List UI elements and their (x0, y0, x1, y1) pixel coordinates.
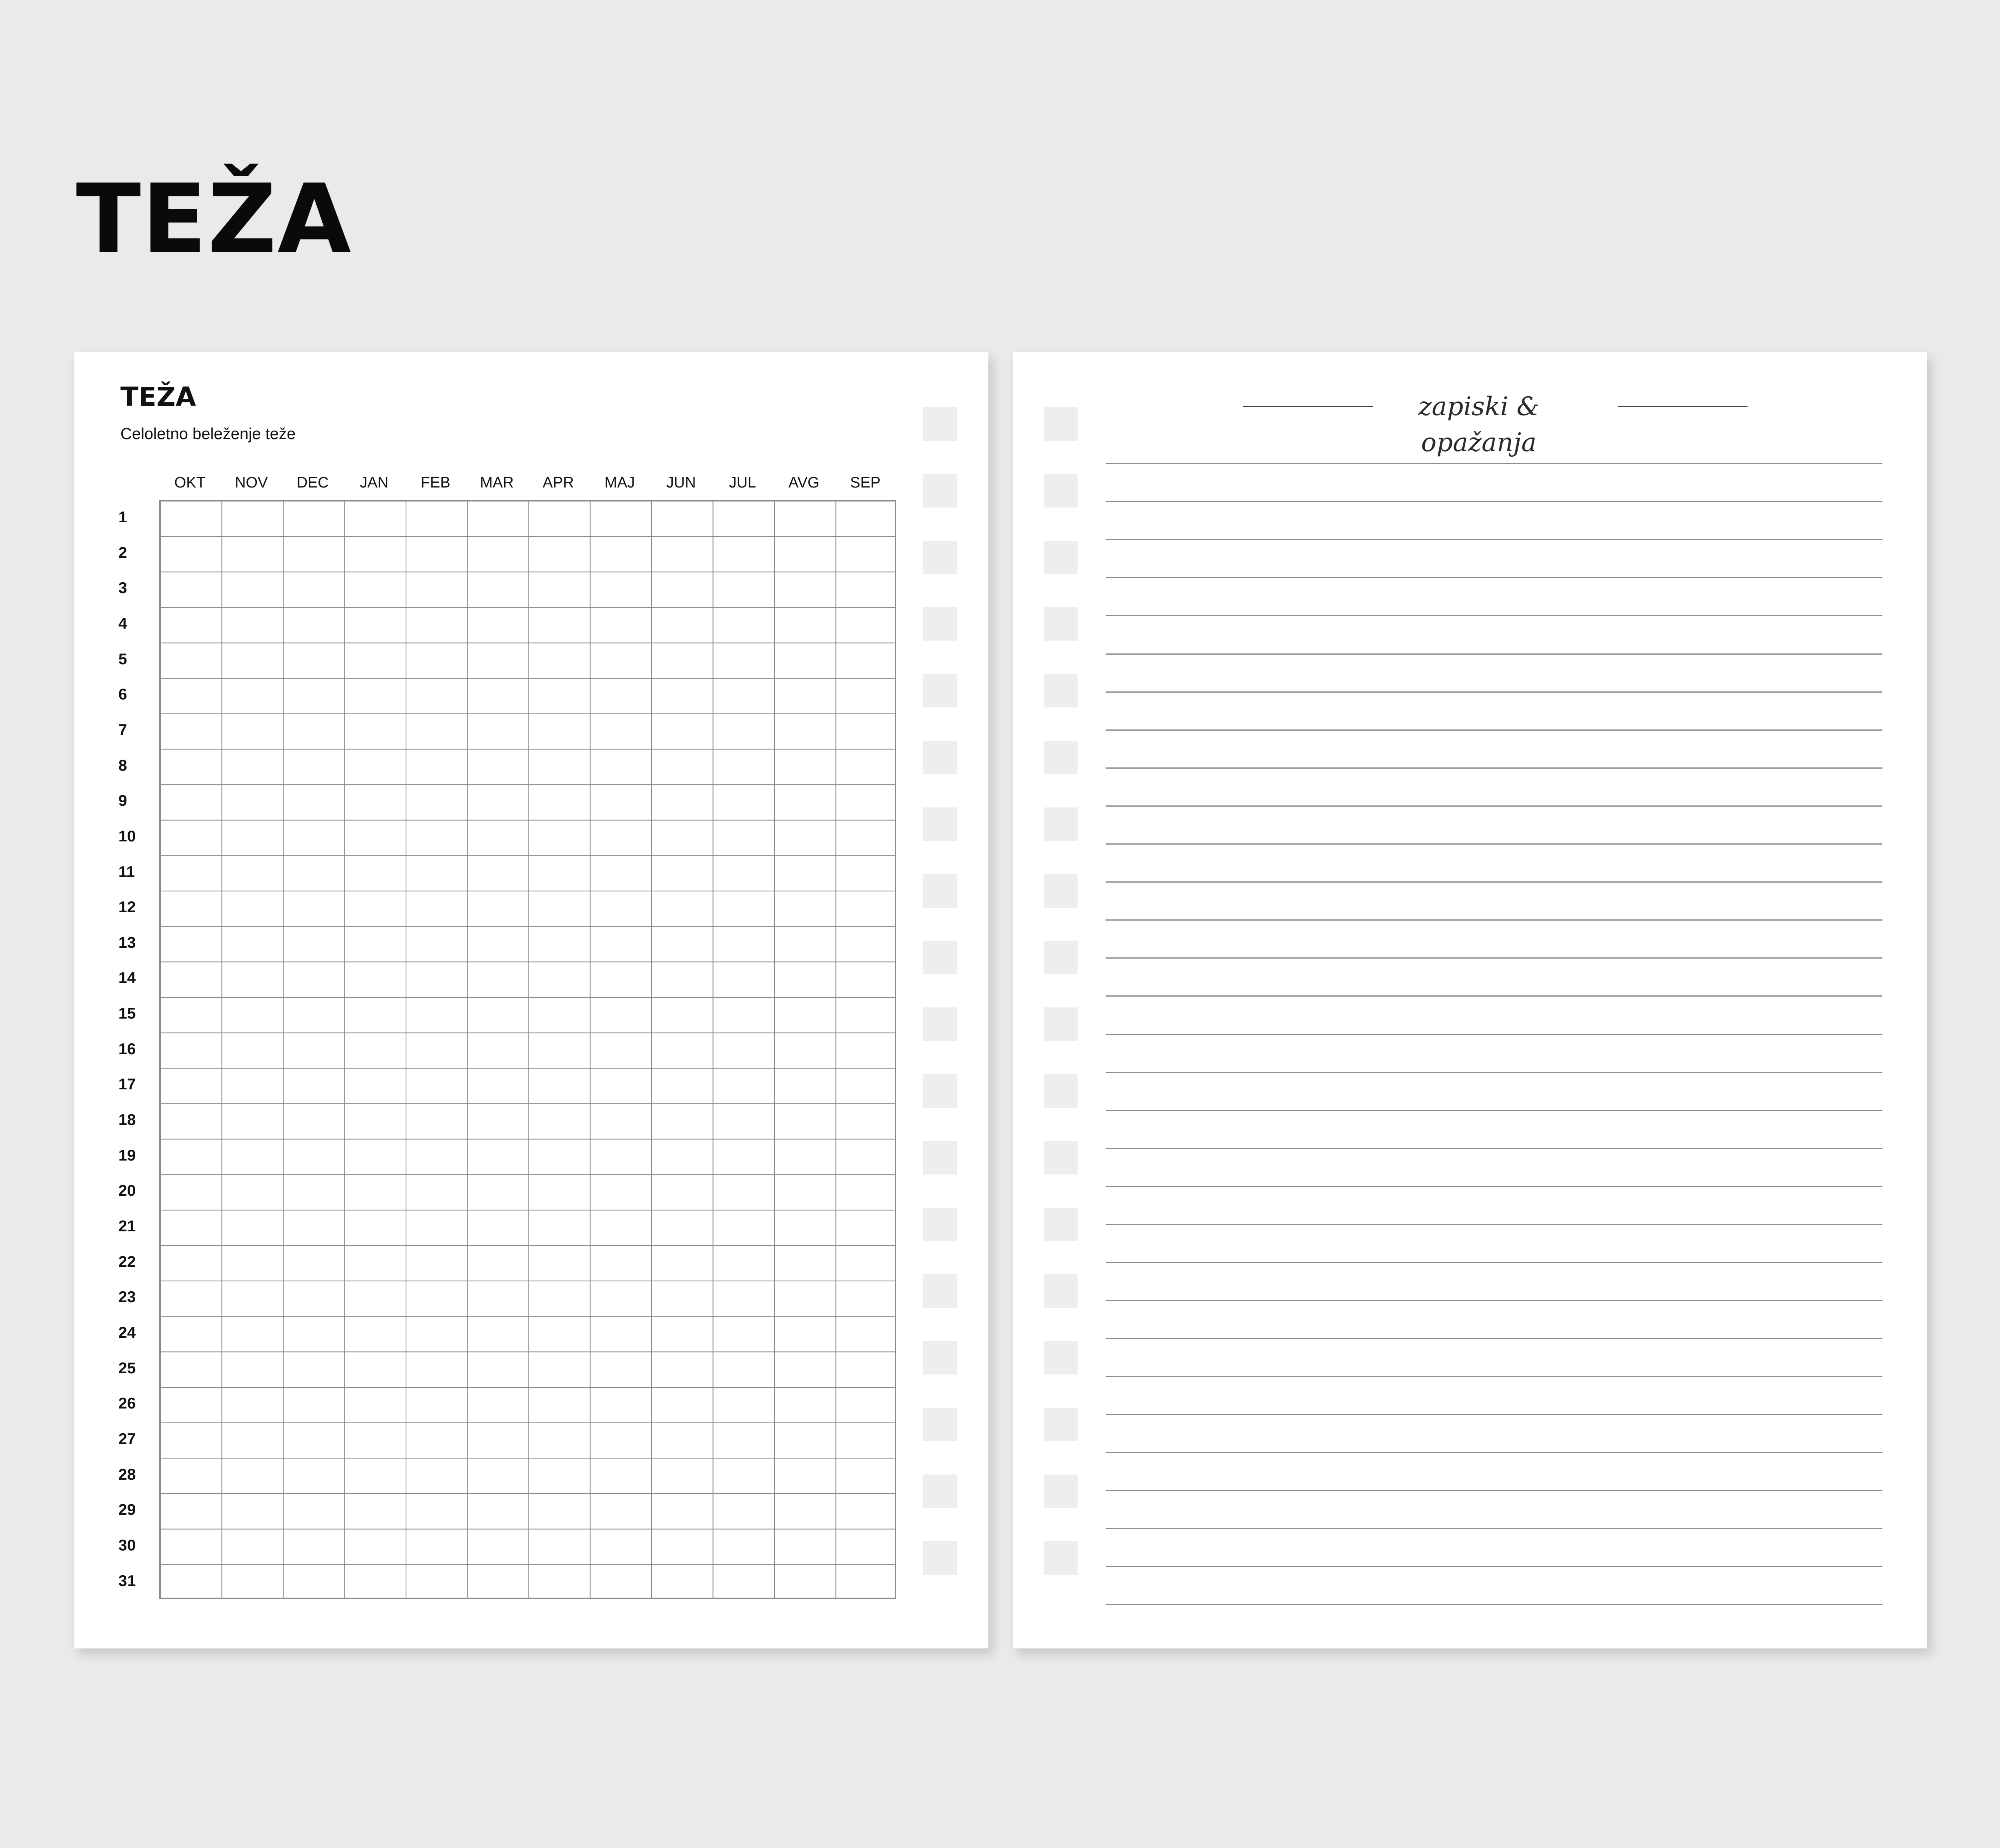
month-header: DEC (296, 474, 329, 491)
day-number: 27 (118, 1430, 136, 1448)
note-line (1106, 1224, 1882, 1225)
note-line (1106, 1490, 1882, 1491)
note-line (1106, 1338, 1882, 1339)
side-tab[interactable] (1044, 541, 1078, 574)
note-line (1106, 615, 1882, 616)
side-tab[interactable] (923, 1474, 957, 1508)
side-tab[interactable] (1044, 1274, 1078, 1308)
note-line (1106, 995, 1882, 997)
month-header: JUL (729, 474, 756, 491)
day-number: 12 (118, 899, 136, 916)
note-line (1106, 1262, 1882, 1263)
day-number: 1 (118, 509, 127, 526)
side-tab[interactable] (923, 407, 957, 441)
side-tab[interactable] (1044, 874, 1078, 908)
note-line (1106, 1376, 1882, 1377)
month-header: SEP (850, 474, 881, 491)
day-number: 24 (118, 1324, 136, 1341)
day-number: 3 (118, 579, 127, 597)
note-line (1106, 805, 1882, 807)
note-line (1106, 501, 1882, 502)
note-line (1106, 691, 1882, 693)
month-header: JAN (360, 474, 389, 491)
note-line (1106, 1186, 1882, 1187)
month-header: MAR (480, 474, 514, 491)
note-line (1106, 1110, 1882, 1111)
note-line (1106, 1414, 1882, 1415)
day-number: 17 (118, 1076, 136, 1093)
side-tab[interactable] (1044, 407, 1078, 441)
note-line (1106, 1034, 1882, 1035)
side-tab[interactable] (1044, 1341, 1078, 1375)
day-number: 30 (118, 1536, 136, 1554)
month-header: NOV (235, 474, 268, 491)
side-tab[interactable] (923, 741, 957, 774)
day-number: 29 (118, 1501, 136, 1519)
month-header: OKT (174, 474, 206, 491)
side-tab[interactable] (1044, 741, 1078, 774)
side-tab[interactable] (1044, 941, 1078, 974)
note-line (1106, 843, 1882, 845)
side-tab[interactable] (923, 941, 957, 974)
side-tab[interactable] (923, 807, 957, 841)
note-line (1106, 767, 1882, 769)
side-tab[interactable] (923, 474, 957, 507)
side-tab[interactable] (923, 1141, 957, 1175)
side-tab[interactable] (1044, 1208, 1078, 1241)
side-tab[interactable] (1044, 1408, 1078, 1441)
note-line (1106, 1566, 1882, 1567)
note-line (1106, 1604, 1882, 1605)
day-number: 20 (118, 1182, 136, 1200)
day-number: 22 (118, 1253, 136, 1271)
day-number: 21 (118, 1218, 136, 1235)
day-number: 16 (118, 1040, 136, 1058)
note-line (1106, 653, 1882, 655)
month-header: MAJ (604, 474, 635, 491)
heading-rule-right (1618, 406, 1748, 407)
day-number: 5 (118, 650, 127, 668)
side-tab[interactable] (1044, 474, 1078, 507)
notes-sheet (1013, 352, 1927, 1648)
month-header: APR (542, 474, 574, 491)
day-number: 9 (118, 792, 127, 810)
month-header: AVG (788, 474, 820, 491)
heading-rule-left (1243, 406, 1373, 407)
day-number: 18 (118, 1111, 136, 1129)
day-number: 23 (118, 1289, 136, 1306)
note-line (1106, 463, 1882, 464)
note-line (1106, 1300, 1882, 1301)
weight-tracker-sheet (74, 352, 988, 1648)
day-number: 7 (118, 721, 127, 739)
side-tab[interactable] (923, 1408, 957, 1441)
side-tab[interactable] (923, 1208, 957, 1241)
day-number: 28 (118, 1466, 136, 1483)
notes-heading: zapiski & opažanja (1418, 392, 1540, 458)
sheet-subtitle: Celoletno beleženje teže (120, 425, 296, 443)
note-line (1106, 1528, 1882, 1529)
day-number: 2 (118, 544, 127, 561)
note-line (1106, 577, 1882, 578)
month-header: FEB (420, 474, 450, 491)
note-line (1106, 1072, 1882, 1073)
side-tab[interactable] (923, 541, 957, 574)
day-number: 26 (118, 1395, 136, 1412)
sheet-title: TEŽA (120, 382, 196, 412)
day-number: 19 (118, 1147, 136, 1164)
side-tab[interactable] (1044, 1474, 1078, 1508)
side-tab[interactable] (923, 1274, 957, 1308)
side-tab[interactable] (923, 1074, 957, 1108)
day-number: 25 (118, 1359, 136, 1377)
note-line (1106, 1148, 1882, 1149)
day-number: 13 (118, 934, 136, 951)
day-number: 15 (118, 1005, 136, 1023)
side-tab[interactable] (923, 607, 957, 641)
side-tab[interactable] (1044, 674, 1078, 707)
note-line (1106, 539, 1882, 540)
side-tab[interactable] (1044, 607, 1078, 641)
day-number: 14 (118, 969, 136, 987)
side-tab[interactable] (1044, 1541, 1078, 1575)
day-number: 31 (118, 1572, 136, 1590)
side-tab[interactable] (923, 674, 957, 707)
page-title: TEŽA (76, 164, 352, 275)
day-number: 4 (118, 615, 127, 632)
side-tab[interactable] (1044, 807, 1078, 841)
day-number: 11 (118, 863, 135, 881)
note-line (1106, 1452, 1882, 1453)
day-number: 10 (118, 827, 136, 845)
note-line (1106, 957, 1882, 959)
side-tab[interactable] (1044, 1007, 1078, 1041)
note-line (1106, 729, 1882, 731)
side-tab[interactable] (1044, 1141, 1078, 1175)
note-line (1106, 919, 1882, 921)
side-tab[interactable] (923, 874, 957, 908)
side-tab[interactable] (923, 1007, 957, 1041)
day-number: 6 (118, 686, 127, 703)
day-number: 8 (118, 757, 127, 774)
weight-grid[interactable] (159, 500, 896, 1599)
month-header: JUN (666, 474, 696, 491)
side-tab[interactable] (923, 1541, 957, 1575)
side-tab[interactable] (923, 1341, 957, 1375)
note-line (1106, 881, 1882, 883)
side-tab[interactable] (1044, 1074, 1078, 1108)
